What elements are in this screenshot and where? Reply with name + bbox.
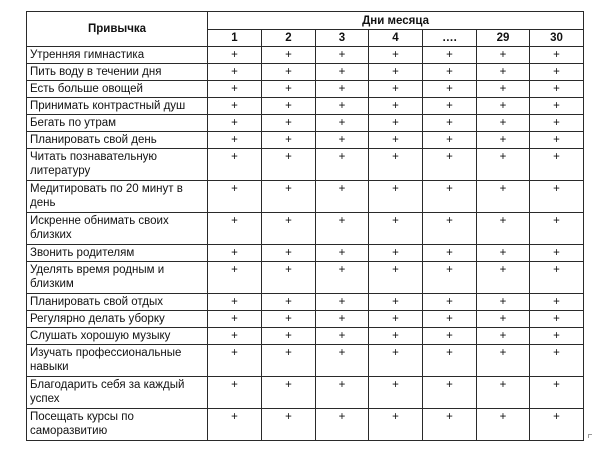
habit-mark-cell: + xyxy=(208,81,262,98)
day-header-4: 4 xyxy=(369,30,423,47)
habit-mark-cell: + xyxy=(316,294,369,311)
habit-mark-cell: + xyxy=(477,311,530,328)
habit-mark-cell: + xyxy=(262,181,316,213)
habit-mark-cell: + xyxy=(423,409,477,441)
habit-mark-cell: + xyxy=(477,409,530,441)
habit-mark-cell: + xyxy=(208,181,262,213)
habit-name-cell: Принимать контрастный душ xyxy=(27,98,208,115)
habit-mark-cell: + xyxy=(369,64,423,81)
day-header-5: …. xyxy=(423,30,477,47)
habit-mark-cell: + xyxy=(423,149,477,181)
habit-mark-cell: + xyxy=(423,262,477,294)
habit-mark-cell: + xyxy=(208,409,262,441)
habit-mark-cell: + xyxy=(208,262,262,294)
habit-mark-cell: + xyxy=(423,132,477,149)
table-row xyxy=(27,377,584,409)
habit-mark-cell: + xyxy=(369,294,423,311)
habit-mark-cell: + xyxy=(423,294,477,311)
habit-mark-cell: + xyxy=(369,181,423,213)
habit-mark-cell: + xyxy=(369,409,423,441)
habit-mark-cell: + xyxy=(316,181,369,213)
habit-mark-cell: + xyxy=(423,181,477,213)
habit-mark-cell: + xyxy=(477,181,530,213)
habit-mark-cell: + xyxy=(262,213,316,245)
habit-name-cell: Слушать хорошую музыку xyxy=(27,328,208,345)
habit-mark-cell: + xyxy=(369,262,423,294)
habit-mark-cell: + xyxy=(316,64,369,81)
habit-name-cell: Планировать свой отдых xyxy=(27,294,208,311)
habit-mark-cell: + xyxy=(423,115,477,132)
habit-mark-cell: + xyxy=(369,328,423,345)
habit-mark-cell: + xyxy=(369,345,423,377)
habit-mark-cell: + xyxy=(262,311,316,328)
habit-name-cell: Медитировать по 20 минут в день xyxy=(27,181,208,213)
table-row xyxy=(27,213,584,245)
habit-mark-cell: + xyxy=(316,81,369,98)
habit-mark-cell: + xyxy=(477,81,530,98)
habit-mark-cell: + xyxy=(477,294,530,311)
habit-rows xyxy=(27,47,584,441)
habit-mark-cell: + xyxy=(208,213,262,245)
habit-mark-cell: + xyxy=(530,47,584,64)
days-column-header: Дни месяца xyxy=(208,12,584,30)
table-row xyxy=(27,262,584,294)
habit-mark-cell: + xyxy=(530,181,584,213)
table-row xyxy=(27,98,584,115)
page-corner-mark xyxy=(588,434,592,438)
habit-column-header: Привычка xyxy=(27,12,208,47)
habit-mark-cell: + xyxy=(477,149,530,181)
habit-mark-cell: + xyxy=(316,213,369,245)
habit-mark-cell: + xyxy=(530,98,584,115)
habit-name-cell: Искренне обнимать своих близких xyxy=(27,213,208,245)
habit-mark-cell: + xyxy=(208,115,262,132)
habit-mark-cell: + xyxy=(423,377,477,409)
habit-mark-cell: + xyxy=(262,81,316,98)
habit-name-cell: Утренняя гимнастика xyxy=(27,47,208,64)
habit-mark-cell: + xyxy=(477,345,530,377)
habit-mark-cell: + xyxy=(423,345,477,377)
habit-mark-cell: + xyxy=(369,115,423,132)
habit-mark-cell: + xyxy=(423,213,477,245)
table-row xyxy=(27,132,584,149)
habit-name-cell: Изучать профессиональные навыки xyxy=(27,345,208,377)
habit-mark-cell: + xyxy=(477,213,530,245)
habit-mark-cell: + xyxy=(423,245,477,262)
habit-mark-cell: + xyxy=(369,98,423,115)
habit-mark-cell: + xyxy=(423,328,477,345)
habit-mark-cell: + xyxy=(477,98,530,115)
habit-mark-cell: + xyxy=(208,377,262,409)
habit-mark-cell: + xyxy=(423,81,477,98)
habit-mark-cell: + xyxy=(316,262,369,294)
day-header-7: 30 xyxy=(530,30,584,47)
table-row xyxy=(27,64,584,81)
table-row xyxy=(27,294,584,311)
habit-mark-cell: + xyxy=(316,328,369,345)
habit-name-cell: Бегать по утрам xyxy=(27,115,208,132)
habit-mark-cell: + xyxy=(477,47,530,64)
habit-name-cell: Планировать свой день xyxy=(27,132,208,149)
habit-mark-cell: + xyxy=(477,64,530,81)
habit-mark-cell: + xyxy=(262,149,316,181)
habit-mark-cell: + xyxy=(262,245,316,262)
habit-mark-cell: + xyxy=(369,311,423,328)
habit-mark-cell: + xyxy=(262,328,316,345)
habit-mark-cell: + xyxy=(316,345,369,377)
habit-mark-cell: + xyxy=(423,47,477,64)
habit-mark-cell: + xyxy=(423,64,477,81)
habit-name-cell: Посещать курсы по саморазвитию xyxy=(27,409,208,441)
habit-mark-cell: + xyxy=(369,245,423,262)
habit-mark-cell: + xyxy=(262,345,316,377)
table-row xyxy=(27,409,584,441)
day-header-3: 3 xyxy=(316,30,369,47)
habit-mark-cell: + xyxy=(316,132,369,149)
habit-mark-cell: + xyxy=(262,64,316,81)
table-row xyxy=(27,328,584,345)
habit-mark-cell: + xyxy=(316,115,369,132)
habit-mark-cell: + xyxy=(477,328,530,345)
habit-mark-cell: + xyxy=(423,98,477,115)
day-header-1: 1 xyxy=(208,30,262,47)
table-row xyxy=(27,181,584,213)
habit-mark-cell: + xyxy=(369,47,423,64)
habit-mark-cell: + xyxy=(208,132,262,149)
habit-mark-cell: + xyxy=(530,262,584,294)
habit-mark-cell: + xyxy=(262,294,316,311)
habit-mark-cell: + xyxy=(208,311,262,328)
habit-mark-cell: + xyxy=(208,345,262,377)
habit-mark-cell: + xyxy=(530,409,584,441)
habit-mark-cell: + xyxy=(262,409,316,441)
habit-mark-cell: + xyxy=(530,377,584,409)
habit-mark-cell: + xyxy=(369,377,423,409)
habit-mark-cell: + xyxy=(530,213,584,245)
habit-mark-cell: + xyxy=(530,132,584,149)
habit-tracker-table xyxy=(26,11,584,441)
habit-mark-cell: + xyxy=(262,115,316,132)
habit-mark-cell: + xyxy=(208,98,262,115)
habit-mark-cell: + xyxy=(530,311,584,328)
habit-mark-cell: + xyxy=(208,149,262,181)
habit-mark-cell: + xyxy=(316,98,369,115)
header-row xyxy=(27,12,584,30)
habit-mark-cell: + xyxy=(530,245,584,262)
habit-mark-cell: + xyxy=(423,311,477,328)
habit-mark-cell: + xyxy=(208,47,262,64)
habit-mark-cell: + xyxy=(530,81,584,98)
table-row xyxy=(27,81,584,98)
habit-mark-cell: + xyxy=(316,377,369,409)
table-row xyxy=(27,245,584,262)
habit-name-cell: Благодарить себя за каждый успех xyxy=(27,377,208,409)
habit-mark-cell: + xyxy=(262,377,316,409)
habit-name-cell: Уделять время родным и близким xyxy=(27,262,208,294)
habit-mark-cell: + xyxy=(262,262,316,294)
table-row xyxy=(27,47,584,64)
day-header-6: 29 xyxy=(477,30,530,47)
habit-mark-cell: + xyxy=(477,115,530,132)
habit-mark-cell: + xyxy=(316,311,369,328)
habit-mark-cell: + xyxy=(530,294,584,311)
habit-name-cell: Звонить родителям xyxy=(27,245,208,262)
habit-mark-cell: + xyxy=(369,81,423,98)
habit-mark-cell: + xyxy=(208,328,262,345)
habit-mark-cell: + xyxy=(316,47,369,64)
habit-mark-cell: + xyxy=(208,245,262,262)
habit-mark-cell: + xyxy=(530,149,584,181)
habit-mark-cell: + xyxy=(477,245,530,262)
habit-mark-cell: + xyxy=(316,409,369,441)
habit-mark-cell: + xyxy=(369,132,423,149)
habit-mark-cell: + xyxy=(477,262,530,294)
habit-mark-cell: + xyxy=(262,132,316,149)
habit-mark-cell: + xyxy=(208,294,262,311)
habit-mark-cell: + xyxy=(530,64,584,81)
table-row xyxy=(27,345,584,377)
habit-mark-cell: + xyxy=(316,245,369,262)
habit-mark-cell: + xyxy=(369,213,423,245)
table-row xyxy=(27,311,584,328)
habit-name-cell: Читать познавательную литературу xyxy=(27,149,208,181)
habit-name-cell: Есть больше овощей xyxy=(27,81,208,98)
habit-mark-cell: + xyxy=(208,64,262,81)
habit-mark-cell: + xyxy=(477,377,530,409)
habit-mark-cell: + xyxy=(530,345,584,377)
habit-mark-cell: + xyxy=(262,98,316,115)
habit-mark-cell: + xyxy=(316,149,369,181)
habit-name-cell: Регулярно делать уборку xyxy=(27,311,208,328)
habit-mark-cell: + xyxy=(369,149,423,181)
habit-mark-cell: + xyxy=(262,47,316,64)
habit-name-cell: Пить воду в течении дня xyxy=(27,64,208,81)
habit-mark-cell: + xyxy=(530,115,584,132)
table-row xyxy=(27,115,584,132)
habit-mark-cell: + xyxy=(530,328,584,345)
habit-mark-cell: + xyxy=(477,132,530,149)
day-header-2: 2 xyxy=(262,30,316,47)
table-row xyxy=(27,149,584,181)
